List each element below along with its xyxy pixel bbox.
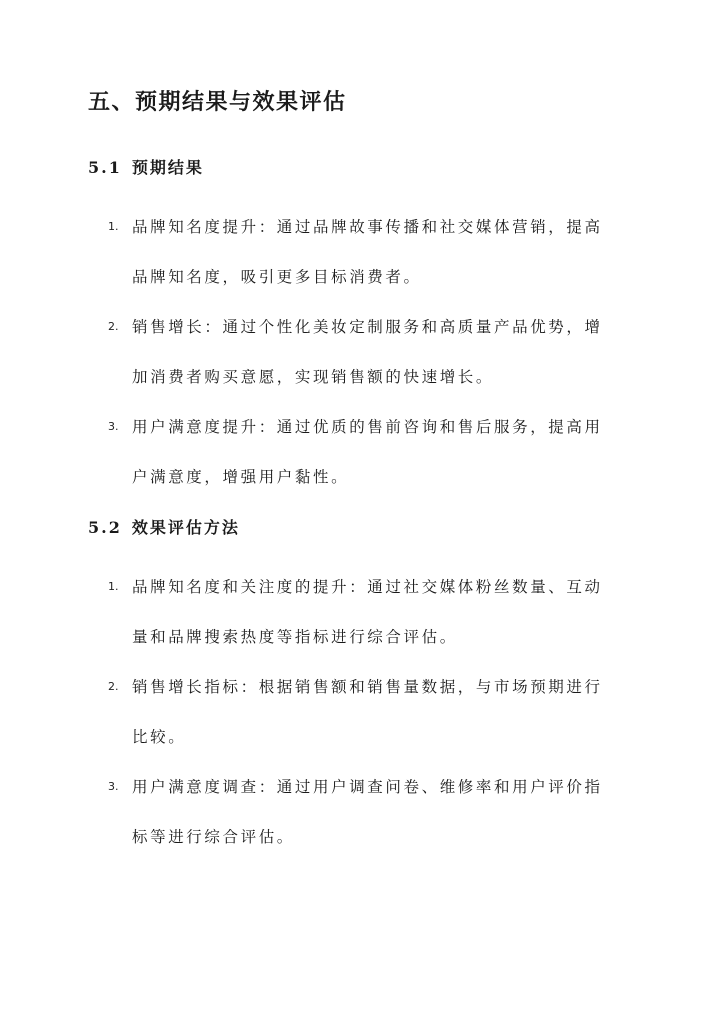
- list-item-text-line: 品牌知名度和关注度的提升：通过社交媒体粉丝数量、互动: [132, 578, 603, 596]
- list-item-text-line: 户满意度，增强用户黏性。: [132, 468, 350, 486]
- list-marker: 1.: [108, 580, 119, 593]
- list-item-text-line: 品牌知名度，吸引更多目标消费者。: [132, 268, 422, 286]
- list-marker: 2.: [108, 680, 119, 693]
- list-marker: 3.: [108, 780, 119, 793]
- list-item-text-line: 比较。: [132, 728, 187, 746]
- subsection-number: 5.1: [88, 158, 122, 177]
- subsection-title: 预期结果: [131, 158, 204, 177]
- list-item-text-line: 用户满意度调查：通过用户调查问卷、维修率和用户评价指: [132, 778, 603, 796]
- list-item-text-line: 量和品牌搜索热度等指标进行综合评估。: [132, 628, 458, 646]
- subsection-heading-expected-results: [88, 155, 204, 181]
- list-item-text-line: 用户满意度提升：通过优质的售前咨询和售后服务，提高用: [132, 418, 603, 436]
- list-item-text-line: 标等进行综合评估。: [132, 828, 295, 846]
- list-item-text-line: 加消费者购买意愿，实现销售额的快速增长。: [132, 368, 495, 386]
- list-marker: 3.: [108, 420, 119, 433]
- section-title: 五、预期结果与效果评估: [88, 89, 347, 115]
- subsection-title: 效果评估方法: [131, 518, 240, 537]
- subsection-heading-evaluation-methods: [88, 515, 240, 541]
- list-item-text-line: 销售增长：通过个性化美妆定制服务和高质量产品优势，增: [132, 318, 603, 336]
- list-marker: 1.: [108, 220, 119, 233]
- list-item-text-line: 销售增长指标：根据销售额和销售量数据，与市场预期进行: [132, 678, 603, 696]
- subsection-number: 5.2: [88, 518, 122, 537]
- list-item-text-line: 品牌知名度提升：通过品牌故事传播和社交媒体营销，提高: [132, 218, 603, 236]
- list-marker: 2.: [108, 320, 119, 333]
